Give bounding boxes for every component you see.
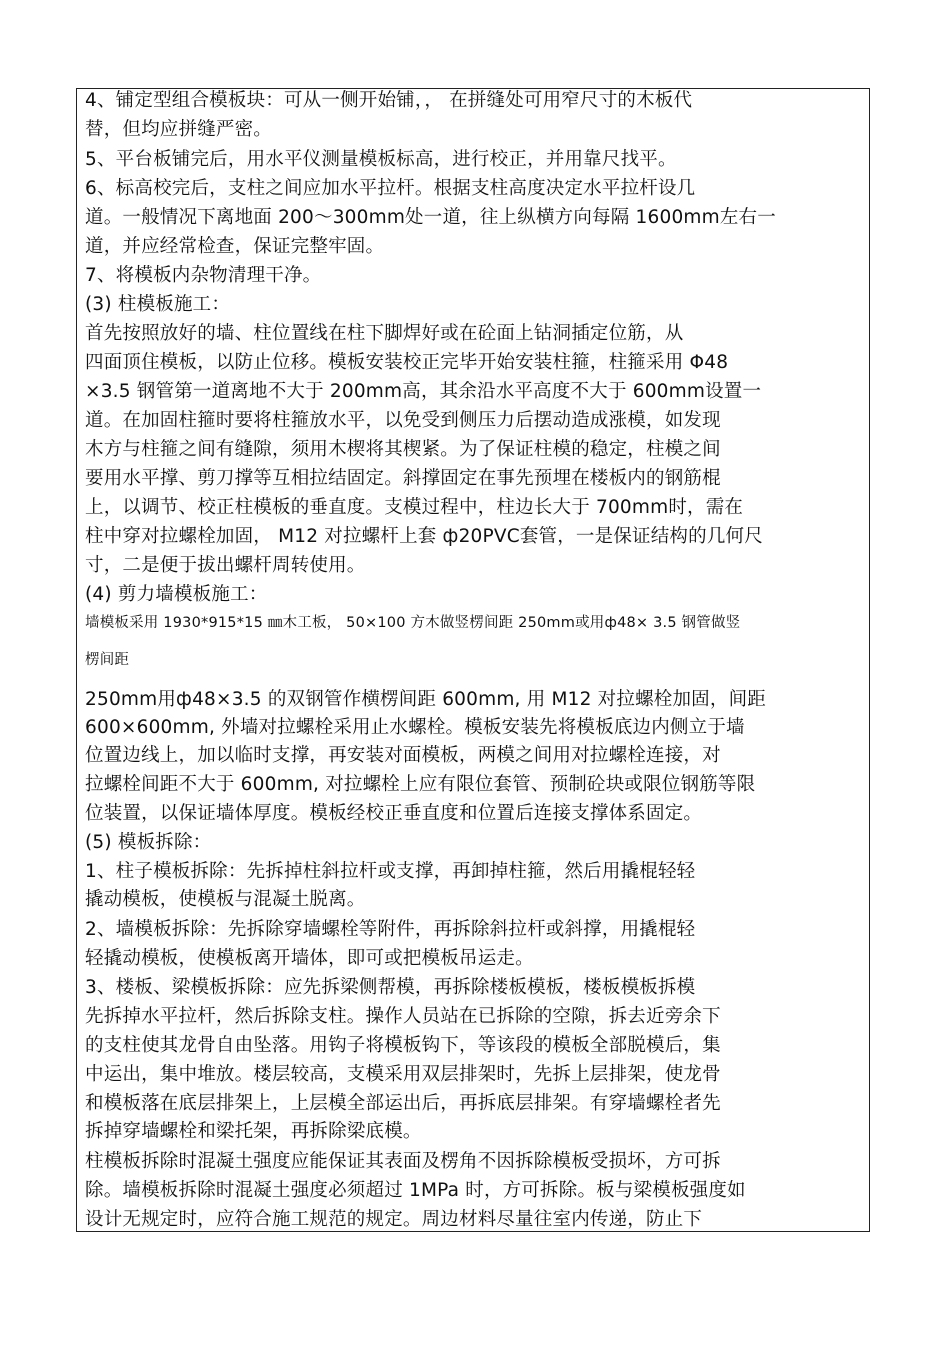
text-line: 7、将模板内杂物清理干净。 <box>85 265 322 286</box>
text-line: 道。一般情况下离地面 200～300mm处一道，往上纵横方向每隔 1600mm左右一 <box>85 207 776 228</box>
text-line: 4、铺定型组合模板块：可从一侧开始铺，， 在拼缝处可用窄尺寸的木板代 <box>85 90 693 111</box>
text-line: 上，以调节、校正柱模板的垂直度。支模过程中，柱边长大于 700mm时，需在 <box>85 497 744 518</box>
text-line: 的支柱使其龙骨自由坠落。用钩子将模板钩下，等该段的模板全部脱模后，集 <box>85 1035 721 1056</box>
text-line: 5、平台板铺完后，用水平仪测量模板标高，进行校正，并用靠尺找平。 <box>85 149 677 170</box>
text-line: 寸，二是便于拔出螺杆周转使用。 <box>85 555 366 576</box>
text-line: 四面顶住模板，以防止位移。模板安装校正完毕开始安装柱箍，柱箍采用 Φ48 <box>85 352 729 373</box>
text-line: 设计无规定时，应符合施工规范的规定。周边材料尽量往室内传递，防止下 <box>85 1209 703 1230</box>
text-line: 位装置，以保证墙体厚度。模板经校正垂直度和位置后连接支撑体系固定。 <box>85 803 703 824</box>
text-line: 1、柱子模板拆除：先拆掉柱斜拉杆或支撑，再卸掉柱箍，然后用撬棍轻轻 <box>85 861 696 882</box>
text-line: 首先按照放好的墙、柱位置线在柱下脚焊好或在砼面上钻洞插定位筋，从 <box>85 323 684 344</box>
text-line: ×3.5 钢管第一道离地不大于 200mm高，其余沿水平高度不大于 600mm设置一 <box>85 381 762 402</box>
text-line: 位置边线上，加以临时支撑，再安装对面模板，两模之间用对拉螺栓连接，对 <box>85 745 721 766</box>
text-line: 拉螺栓间距不大于 600mm, 对拉螺栓上应有限位套管、预制砼块或限位钢筋等限 <box>85 774 756 795</box>
text-line: 替，但均应拼缝严密。 <box>85 119 273 140</box>
text-line: 3、楼板、梁模板拆除：应先拆梁侧帮模，再拆除楼板模板，楼板模板拆模 <box>85 977 696 998</box>
text-line: 和模板落在底层排架上，上层模全部运出后，再拆底层排架。有穿墙螺栓者先 <box>85 1093 721 1114</box>
text-line: 柱模板拆除时混凝土强度应能保证其表面及楞角不因拆除模板受损坏，方可拆 <box>85 1151 721 1172</box>
text-line: 撬动模板，使模板与混凝土脱离。 <box>85 889 366 910</box>
text-line: 道。在加固柱箍时要将柱箍放水平，以免受到侧压力后摆动造成涨模，如发现 <box>85 410 721 431</box>
text-line: 250mm用ф48×3.5 的双钢管作横楞间距 600mm, 用 M12 对拉螺栓加固，间距 <box>85 689 766 710</box>
text-line: 拆掉穿墙螺栓和梁托架，再拆除梁底模。 <box>85 1121 422 1142</box>
text-line: 2、墙模板拆除：先拆除穿墙螺栓等附件，再拆除斜拉杆或斜撑，用撬棍轻 <box>85 919 696 940</box>
text-line: 柱中穿对拉螺栓加固， M12 对拉螺杆上套 ф20PVC套管，一是保证结构的几何尺 <box>85 526 763 547</box>
text-line: 6、标高校完后，支柱之间应加水平拉杆。根据支柱高度决定水平拉杆设几 <box>85 178 696 199</box>
text-line: 楞间距 <box>85 652 130 668</box>
document-frame <box>76 88 870 1232</box>
section-heading: (4) 剪力墙模板施工： <box>85 584 268 605</box>
section-heading: (3) 柱模板施工： <box>85 294 231 315</box>
section-heading: (5) 模板拆除： <box>85 832 212 853</box>
text-line: 道，并应经常检查，保证完整牢固。 <box>85 236 385 257</box>
text-line: 中运出，集中堆放。楼层较高，支模采用双层排架时，先拆上层排架，使龙骨 <box>85 1064 721 1085</box>
text-line: 先拆掉水平拉杆，然后拆除支柱。操作人员站在已拆除的空隙，拆去近旁余下 <box>85 1006 721 1027</box>
text-line: 要用水平撑、剪刀撑等互相拉结固定。斜撑固定在事先预埋在楼板内的钢筋棍 <box>85 468 721 489</box>
text-line: 木方与柱箍之间有缝隙，须用木楔将其楔紧。为了保证柱模的稳定，柱模之间 <box>85 439 721 460</box>
text-line: 轻撬动模板，使模板离开墙体，即可或把模板吊运走。 <box>85 948 534 969</box>
text-line: 除。墙模板拆除时混凝土强度必须超过 1MPa 时，方可拆除。板与梁模板强度如 <box>85 1180 746 1201</box>
text-line: 600×600mm, 外墙对拉螺栓采用止水螺栓。模板安装先将模板底边内侧立于墙 <box>85 717 745 738</box>
text-line: 墙模板采用 1930*915*15 ㎜木工板， 50×100 方木做竖楞间距 250mm或用ф48× 3.5 钢管做竖 <box>85 615 741 631</box>
